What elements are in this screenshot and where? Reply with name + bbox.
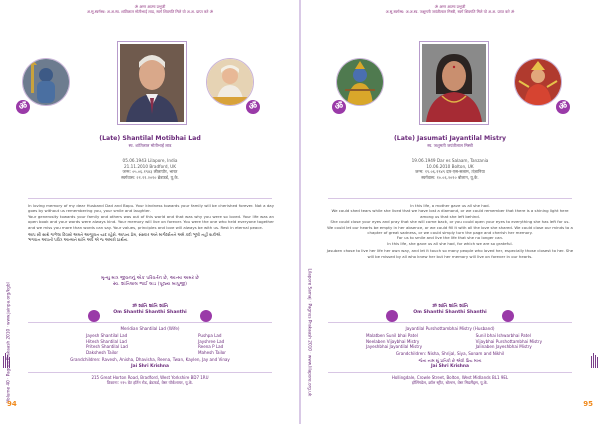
- right-header-line-2: अ.सु.स्वर्गस्थ: अ.अ.स्व. जशुमती जयंतीलाल मिस्त्री, स्वर्ग शिवगति मिले यो अ.अ. प्राप्त करे ॐ: [385, 9, 515, 14]
- address-line: ठिकाना: २१५ ग्रेट हॉर्टन रोड, ब्रेडफर्ड, वेस्ट यॉर्कशायर, यू.के.: [106, 380, 194, 386]
- tribute-paragraph: We could shed tears while she lived that we have lost a diamond, or we could remember that there is a shining light here among us that she left behind.: [331, 208, 569, 219]
- right-divider-bottom: [328, 322, 572, 323]
- tribute-paragraph: For us to smile and live the life that she no longer can.: [396, 235, 504, 241]
- deceased-name-right-vernacular: स्व. जशुमती जयंतीलाल मिस्त्री: [427, 143, 473, 148]
- left-life-dates: [0, 158, 300, 180]
- tribute-paragraph: Your generosity towards your family and others was out of this world and that was why you were so loved. Your life was an open book and your words were always kind. Your memory will live on forever. You were the one who held everyone together and we miss you more than words can say. Your values, principles and love will always be with us. Rest in eternal peace.: [28, 213, 274, 230]
- death-date-left-vernacular: स्वर्गवास: २१.११.२०१० ब्रेडफर्ड, यू.के.: [121, 174, 179, 180]
- mourner-name: Jalinaben Jayeshbhai Mistry: [475, 344, 532, 350]
- page-number-left: 94: [7, 400, 17, 408]
- death-date-right: 10.06.2010 Bolton, UK: [426, 163, 474, 169]
- portrait-photo-jasumati: [420, 42, 488, 124]
- right-edge-caption: Lilapore Samaj · Pagnus Prakaash 2010 · www.lilapore.org.uk: [307, 268, 313, 397]
- mourner-name: Hitesh Shantilal Lad: [86, 338, 127, 344]
- prayer-lines-left: [0, 276, 300, 288]
- address-right: [300, 375, 600, 386]
- deity-portrait-durga: [514, 58, 562, 106]
- birth-date-right: 19.06.1949 Dar es Salaam, Tanzania: [411, 158, 489, 163]
- left-divider-address: [28, 372, 272, 373]
- mourner-name: Mahesh Tailor: [198, 349, 226, 355]
- grandchildren-right: Grandchildren: Nisha, Shrijal, Siya, Sonam and Nikhil: [395, 351, 505, 356]
- mourners-title-right: Jayantilal Purshottambhai Mistry (Husband): [405, 326, 495, 331]
- tribute-paragraph: Jasuben chose to live her life her own way, and let it touch so many people who loved her, especially those closest to her. She will be missed by all who knew her but her memory will live on forever in our hearts.: [326, 248, 574, 259]
- tribute-paragraph: We could let our hearts be empty in her absence, or we could fill it with all the love she shared. We could close our minds to a chapter of great sadness, or we could simply turn the page and cherish her memory.: [327, 224, 573, 236]
- mourner-name: Jayesh Shantilal Lad: [86, 333, 128, 338]
- om-shanti-english: Om Shanthi Shanthi Shanthi: [113, 310, 187, 315]
- tribute-paragraph: આપ સૌ સાથે ગાળેલા દિવસો અમને આજીવન યાદ રહેશે. આપના પ્રેમ, સંસ્કાર અને માર્ગદર્શનને અમે કદી ભૂલી નહીં શકીએ.: [28, 232, 222, 238]
- om-shanti-vernacular: ૐ શાંતિ શાંતિ શાંતિ: [131, 304, 168, 309]
- page-number-right: 95: [583, 400, 593, 408]
- om-shanti-left: [0, 304, 300, 316]
- signoff-left: Jai Shri Krishna: [130, 364, 170, 369]
- left-divider-bottom: [28, 322, 272, 323]
- right-life-dates: [300, 158, 600, 180]
- tribute-paragraph: She could close your eyes and pray that she will come back, or you could open your eyes to everything she has left for us.: [330, 219, 570, 225]
- mourners-column: [198, 333, 226, 355]
- left-header-line-2: अ.सु.स्वर्गस्थ: अ.अ.स्व. शांतिलाल मोतीभाई लाड, स्वर्ग शिवगति मिले यो अ.अ. प्राप्त करे ॐ: [86, 9, 214, 14]
- birth-date-left-vernacular: जन्म: ०५.०६.१९४३ लीलापोर, भारत: [122, 169, 178, 175]
- om-badge-right-1: ॐ: [332, 100, 346, 114]
- mourners-column: [476, 333, 542, 350]
- mourners-columns-right: [366, 333, 542, 350]
- om-badge-left-2: ॐ: [246, 100, 260, 114]
- left-edge-caption: Volume 40 · Pagnus Prakaash 2010 · www.jainpa.org/kgbl: [5, 282, 11, 403]
- deity-portrait-sai-baba: [206, 58, 254, 106]
- mourner-name: Malatben Sunil bhai Patel: [366, 333, 418, 338]
- om-shanti-right: [300, 304, 600, 316]
- right-page: [300, 0, 600, 424]
- mourner-name: Vijaybhai Purshottambhai Mistry: [475, 338, 542, 344]
- mourner-name: Dakshesh Tailor: [86, 349, 119, 355]
- deity-portrait-krishna: [336, 58, 384, 106]
- right-divider-top: [328, 198, 572, 199]
- signoff-right: Jai Shri Krishna: [430, 364, 470, 369]
- tribute-paragraph: In this life, a mother gave us all she had.: [410, 203, 490, 208]
- left-divider-top: [28, 198, 272, 199]
- tribute-paragraph: In loving memory of my dear Husband Dad and Bapu. Your kindness towards your family will be cherished forever. Not a day goes by without us remembering you, your smile and laughter.: [28, 203, 274, 214]
- right-header: [300, 4, 600, 14]
- portrait-photo-shantilal: [118, 42, 186, 124]
- mourner-name: Jayshree Lad: [198, 338, 225, 344]
- address-line: हॉलिंगडेल, क्रॉल स्ट्रीट, बोल्टन, वेस्ट मिडलैंड्स, यू.के.: [411, 380, 489, 386]
- left-header: [0, 4, 300, 14]
- om-badge-left-1: ॐ: [16, 100, 30, 114]
- address-line: Hollingdale, Crowle Street, Bolton, West Midlands BL1 9EL: [391, 375, 509, 380]
- mourner-name: Pushpa Lad: [198, 333, 222, 338]
- deceased-name-left-vernacular: स्व. शांतिलाल मोतीभाई लाड: [128, 143, 172, 148]
- mourner-name: Neelaben Vijaybhai Mistry: [366, 338, 420, 344]
- deceased-name-right: (Late) Jasumati Jayantilal Mistry: [393, 135, 507, 142]
- mourners-columns-left: [86, 333, 226, 355]
- lotus-icon-right-2: [502, 310, 514, 322]
- tribute-paragraph: In this life, she gave us all she had, for which we are so grateful.: [387, 240, 513, 246]
- birth-date-left: 05.06.1943 Lilapore, India: [122, 158, 178, 163]
- deceased-name-left: (Late) Shantilal Motibhai Lad: [99, 135, 201, 142]
- mourner-name: Pritesh Shantilal Lad: [86, 344, 128, 350]
- birth-date-right-vernacular: जन्म: १९.०६.१९४९ दार-एस-सलाम, तंज़ानिया: [415, 169, 485, 175]
- gujarati-line-right: જેના નામ શું પ્રતિકો છે એવી પ્રિય માતા: [418, 358, 482, 363]
- mourner-name: Reena P Lad: [198, 344, 224, 350]
- mourner-name: Sunil bhai Ishwarbhai Patel: [475, 333, 531, 338]
- mourner-name: Jayeshbhai Jayantilal Mistry: [366, 344, 423, 350]
- right-divider-address: [328, 372, 572, 373]
- om-badge-right-2: ॐ: [556, 100, 570, 114]
- right-header-line-1: ॐ अमर आत्मा प्रभुजी: [434, 4, 466, 9]
- mourners-column: [366, 333, 422, 350]
- tribute-text-left: [28, 203, 274, 243]
- lotus-icon-left-2: [200, 310, 212, 322]
- address-line: 215 Great Horton Road, Bradford, West Yorkshire BD7 1RU: [91, 375, 209, 380]
- address-left: [0, 375, 300, 386]
- prayer-line: સ્વ. શાંતિલાલ ભાઈ લાડ (પૂજ્ય બાપુજી): [113, 282, 187, 287]
- left-header-line-1: ॐ अमर आत्मा प्रभुजी: [134, 4, 166, 9]
- om-shanti-vernacular: ૐ શાંતિ શાંતિ શાંતિ: [431, 304, 468, 309]
- mourners-column: [86, 333, 128, 355]
- death-date-right-vernacular: स्वर्गवास: १०.०६.२०१० बोल्टन, यू.के.: [421, 174, 479, 180]
- tribute-text-right: [326, 203, 574, 259]
- grandchildren-left: Grandchildren: Ravesh, Anisha, Dhavisha, Reena, Twan, Kaylen, Jay and Vinay: [70, 357, 230, 362]
- tribute-paragraph: ભગવાન આપની પવિત્ર આત્માને શાંતિ અર્પે એ જ અમારી પ્રાર્થના.: [28, 237, 129, 243]
- death-date-left: 21.11.2010 Bradford, UK: [124, 163, 176, 169]
- mourners-title-left: Meridian Shantilal Lad (Wife): [120, 326, 180, 331]
- prayer-line: મૃત્યુ માત્ર જીવનનું એક પરિવર્તન છે, આત્મા અમર છે: [101, 276, 199, 281]
- deity-portrait-shiva: [22, 58, 70, 106]
- om-shanti-english: Om Shanthi Shanthi Shanthi: [413, 310, 487, 315]
